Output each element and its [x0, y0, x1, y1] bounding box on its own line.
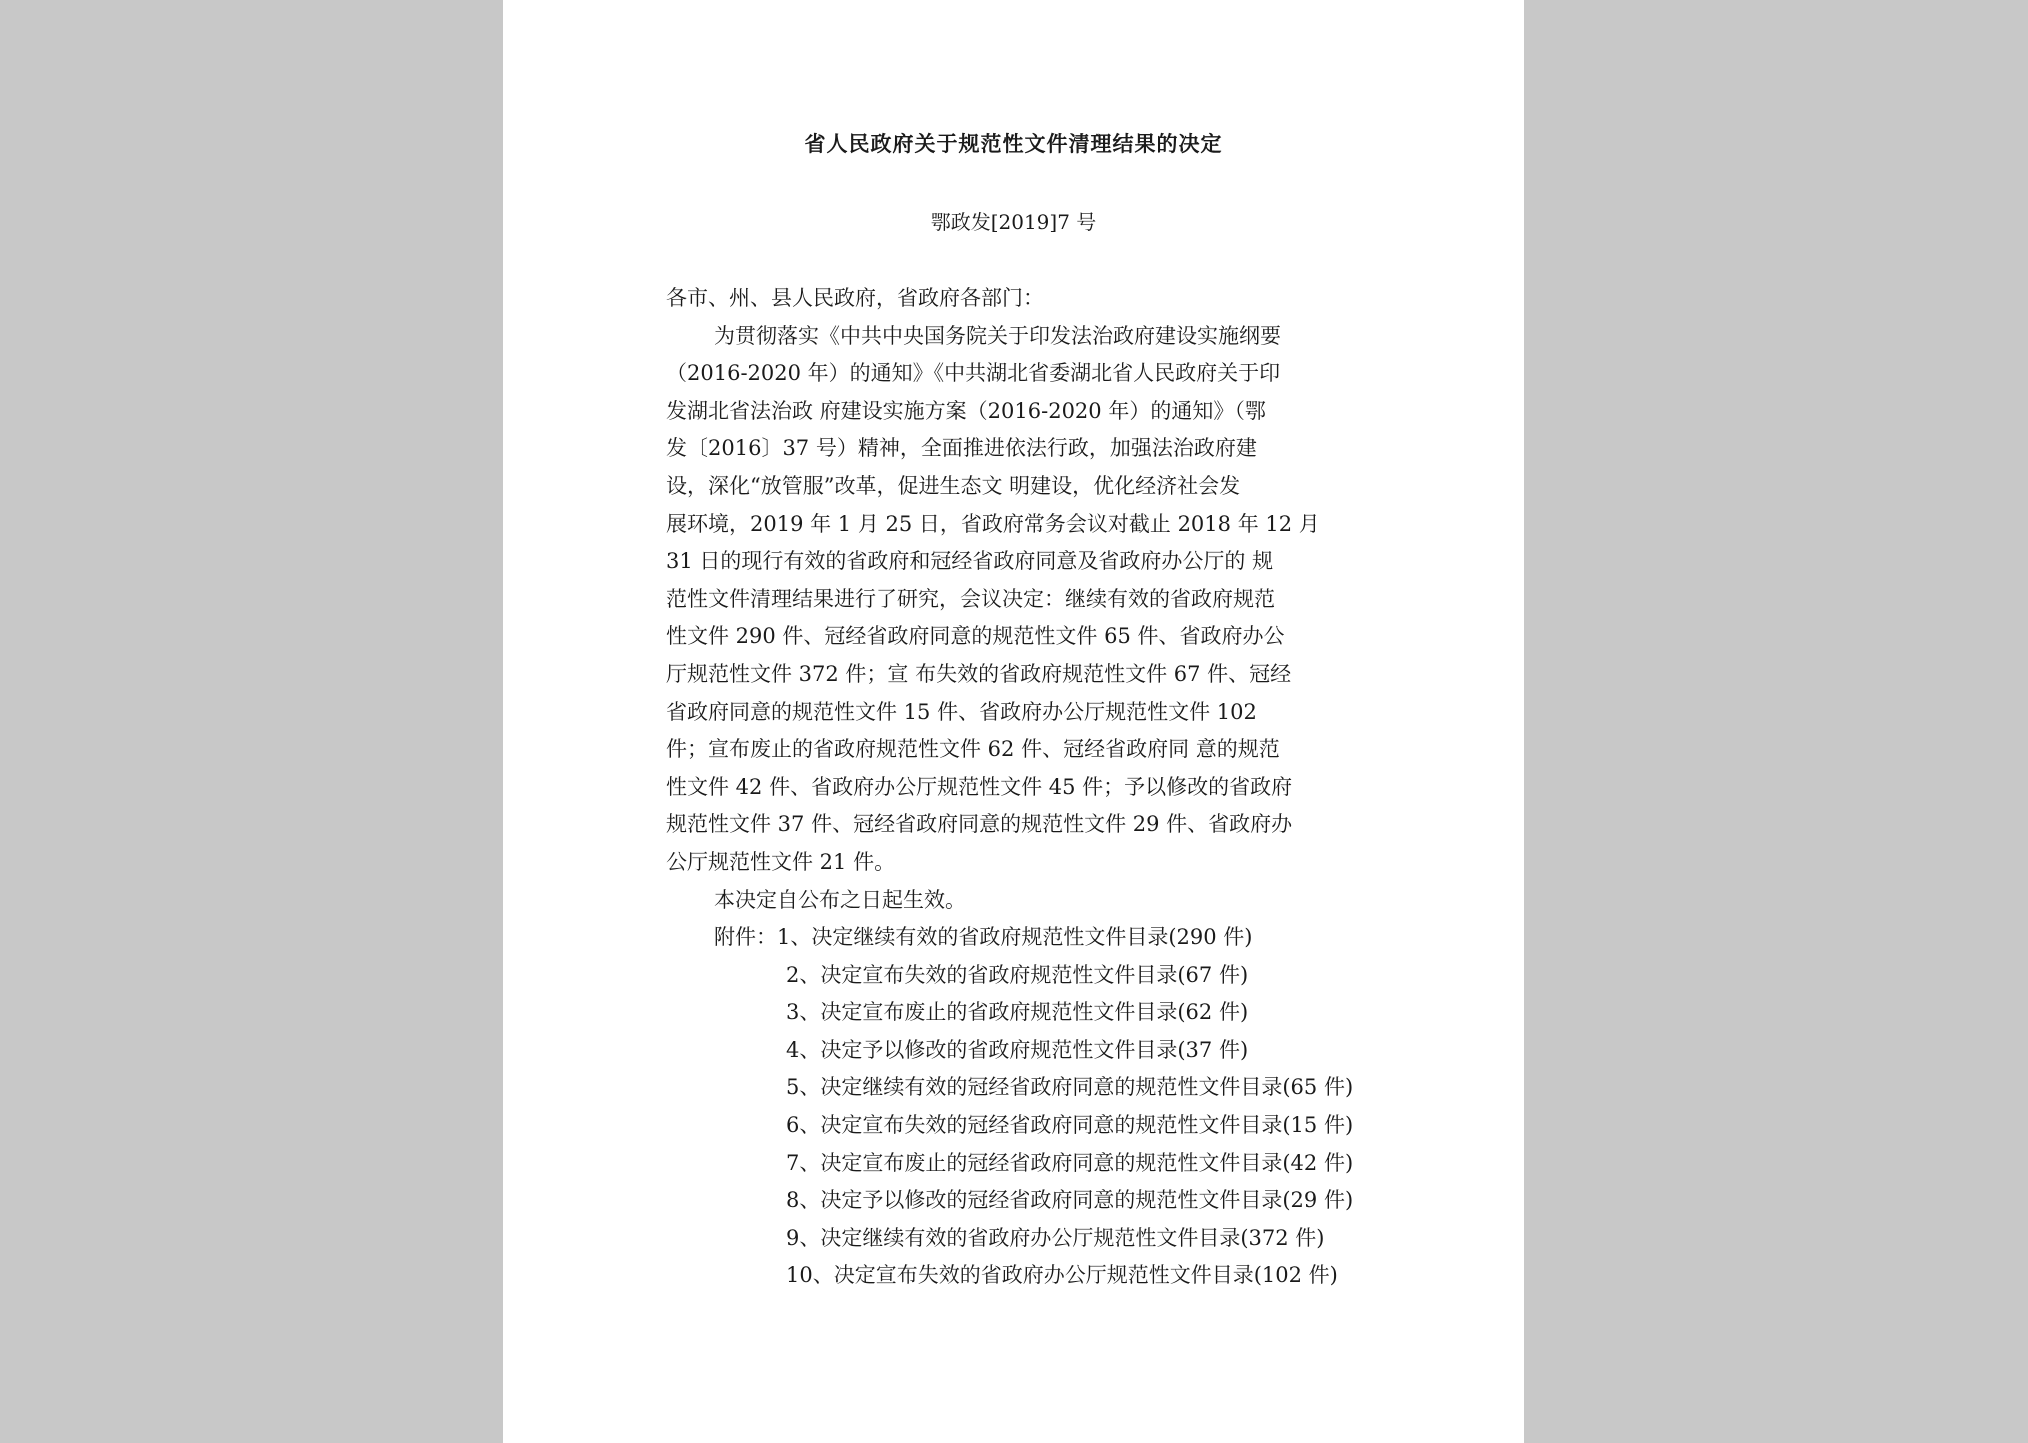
attachment-item: 10、决定宣布失效的省政府办公厅规范性文件目录(102 件)	[786, 1263, 1338, 1288]
attachment-item: 7、决定宣布废止的冠经省政府同意的规范性文件目录(42 件)	[786, 1150, 1354, 1175]
paragraph-line: 件；宣布废止的省政府规范性文件 62 件、冠经省政府同 意的规范	[666, 737, 1280, 762]
attachment-item: 6、决定宣布失效的冠经省政府同意的规范性文件目录(15 件)	[786, 1113, 1354, 1138]
addressee: 各市、州、县人民政府，省政府各部门：	[666, 286, 1044, 310]
attachment-item: 2、决定宣布失效的省政府规范性文件目录(67 件)	[786, 962, 1249, 987]
effective-statement: 本决定自公布之日起生效。	[714, 887, 966, 912]
paragraph-line: 省政府同意的规范性文件 15 件、省政府办公厅规范性文件 102	[666, 699, 1257, 724]
document-page	[503, 0, 1524, 1443]
document-title: 省人民政府关于规范性文件清理结果的决定	[804, 131, 1223, 156]
document-body	[666, 280, 1386, 1295]
paragraph-line: 为贯彻落实《中共中央国务院关于印发法治政府建设实施纲要	[714, 323, 1281, 348]
paragraph-line: 设，深化“放管服”改革，促进生态文 明建设，优化经济社会发	[666, 473, 1241, 498]
document-number: 鄂政发[2019]7 号	[930, 210, 1097, 234]
paragraph-line: 公厅规范性文件 21 件。	[666, 849, 896, 874]
paragraph-line: 规范性文件 37 件、冠经省政府同意的规范性文件 29 件、省政府办	[666, 812, 1293, 837]
paragraph-line: 发〔2016〕37 号）精神，全面推进依法行政，加强法治政府建	[666, 436, 1257, 461]
attachment-item: 8、决定予以修改的冠经省政府同意的规范性文件目录(29 件)	[786, 1188, 1354, 1213]
paragraph-line: 范性文件清理结果进行了研究，会议决定：继续有效的省政府规范	[666, 586, 1275, 611]
paragraph-line: 展环境，2019 年 1 月 25 日，省政府常务会议对截止 2018 年 12 月	[666, 511, 1320, 536]
attachment-item	[666, 919, 1386, 957]
paragraph-line: 31 日的现行有效的省政府和冠经省政府同意及省政府办公厅的 规	[666, 549, 1274, 574]
paragraph-line: 性文件 290 件、冠经省政府同意的规范性文件 65 件、省政府办公	[666, 624, 1285, 649]
paragraph-line: 性文件 42 件、省政府办公厅规范性文件 45 件；予以修改的省政府	[666, 774, 1293, 799]
attachments-label: 附件：	[714, 925, 777, 950]
attachment-text: 1、决定继续有效的省政府规范性文件目录(290 件)	[777, 925, 1253, 950]
paragraph-line: 发湖北省法治政 府建设实施方案（2016-2020 年）的通知》（鄂	[666, 398, 1266, 423]
paragraph-line: （2016-2020 年）的通知》《中共湖北省委湖北省人民政府关于印	[666, 361, 1281, 386]
attachments-list	[666, 919, 1386, 1295]
attachment-item: 4、决定予以修改的省政府规范性文件目录(37 件)	[786, 1037, 1249, 1062]
main-paragraph	[666, 318, 1386, 882]
paragraph-line: 厅规范性文件 372 件；宣 布失效的省政府规范性文件 67 件、冠经	[666, 661, 1292, 686]
attachment-item: 5、决定继续有效的冠经省政府同意的规范性文件目录(65 件)	[786, 1075, 1354, 1100]
attachment-item: 9、决定继续有效的省政府办公厅规范性文件目录(372 件)	[786, 1225, 1325, 1250]
attachment-item: 3、决定宣布废止的省政府规范性文件目录(62 件)	[786, 1000, 1249, 1025]
